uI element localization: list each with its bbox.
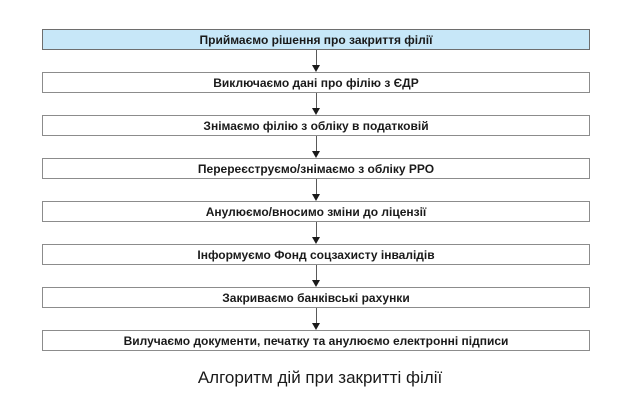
arrow-head-icon xyxy=(312,280,320,287)
arrow-line xyxy=(316,93,317,109)
flow-step-3-label: Знімаємо філію з обліку в податковій xyxy=(203,118,429,133)
flowchart xyxy=(42,29,590,351)
flow-step-6-label: Інформуємо Фонд соцзахисту інвалідів xyxy=(197,247,435,262)
arrow-head-icon xyxy=(312,108,320,115)
arrow-line xyxy=(316,308,317,324)
flow-step-8-label: Вилучаємо документи, печатку та анулюємо електронні підписи xyxy=(123,333,509,348)
flow-step-1 xyxy=(42,29,590,50)
down-arrow xyxy=(42,222,590,244)
down-arrow xyxy=(42,308,590,330)
arrow-head-icon xyxy=(312,194,320,201)
flow-step-2-label: Виключаємо дані про філію з ЄДР xyxy=(213,75,419,90)
arrow-line xyxy=(316,222,317,238)
arrow-line xyxy=(316,50,317,66)
down-arrow xyxy=(42,136,590,158)
down-arrow xyxy=(42,265,590,287)
arrow-line xyxy=(316,265,317,281)
flow-step-3 xyxy=(42,115,590,136)
down-arrow xyxy=(42,93,590,115)
arrow-head-icon xyxy=(312,65,320,72)
down-arrow xyxy=(42,50,590,72)
down-arrow xyxy=(42,179,590,201)
flow-step-5-label: Анулюємо/вносимо зміни до ліцензії xyxy=(205,204,427,219)
arrow-line xyxy=(316,136,317,152)
diagram-caption: Алгоритм дій при закритті філії xyxy=(197,368,443,387)
flow-step-5 xyxy=(42,201,590,222)
flow-step-1-label: Приймаємо рішення про закриття філії xyxy=(199,32,433,47)
flow-step-7-label: Закриваємо банківські рахунки xyxy=(222,290,410,305)
flow-step-4-label: Перереєструємо/знімаємо з обліку РРО xyxy=(197,161,435,176)
flow-step-6 xyxy=(42,244,590,265)
arrow-line xyxy=(316,179,317,195)
arrow-head-icon xyxy=(312,151,320,158)
flow-step-4 xyxy=(42,158,590,179)
flow-step-7 xyxy=(42,287,590,308)
flow-step-2 xyxy=(42,72,590,93)
arrow-head-icon xyxy=(312,323,320,330)
arrow-head-icon xyxy=(312,237,320,244)
flow-step-8 xyxy=(42,330,590,351)
